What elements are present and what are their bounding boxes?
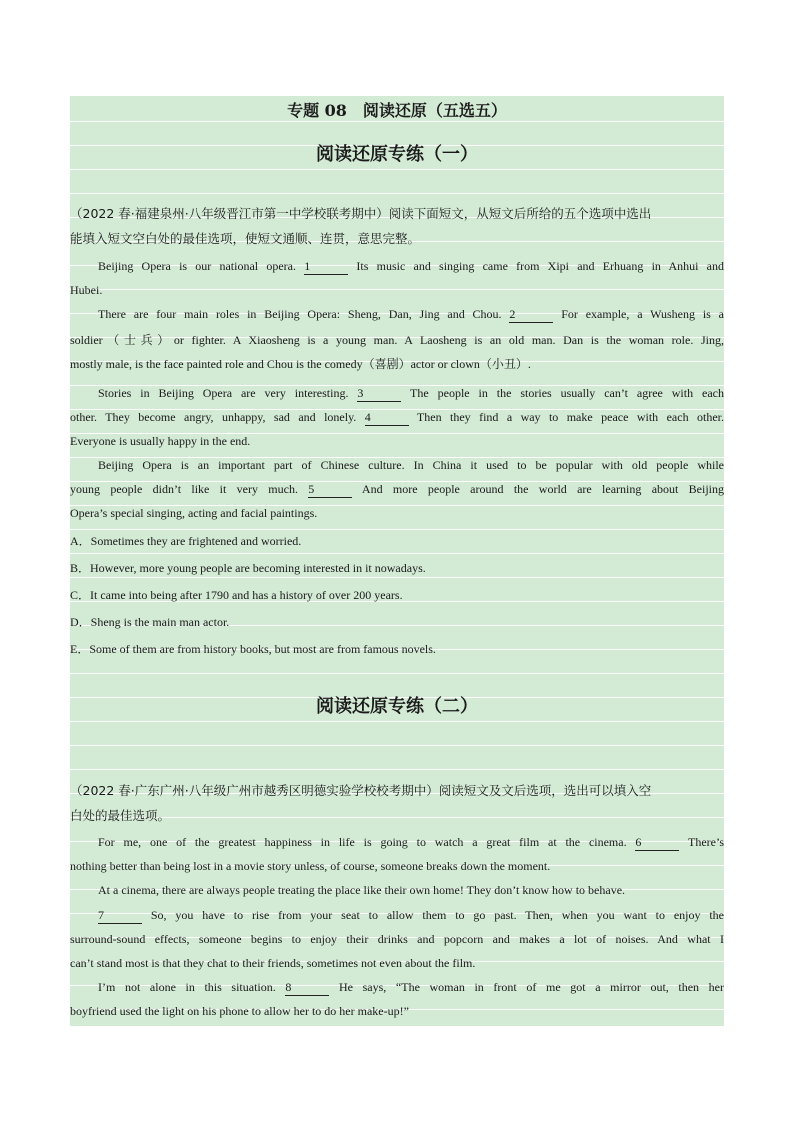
- blank-3[interactable]: 3: [357, 386, 401, 402]
- s1-para1-line1: Beijing Opera is our national opera. 1 Its music and singing came from Xipi and Erhuang in Anhui and: [98, 259, 725, 273]
- s2-para3-line3: can’t stand most is that they chat to their friends, sometimes not even about the film.: [70, 956, 476, 970]
- s1-para4-line2: young people didn’t like it very much. 5 And more people around the world are learning about Beijing: [70, 482, 724, 496]
- worksheet-page: [70, 96, 724, 1026]
- blank-8[interactable]: 8: [285, 980, 329, 996]
- s1-para4-line3: Opera’s special singing, acting and facial paintings.: [70, 506, 318, 520]
- option-a: A．Sometimes they are frightened and worried.: [70, 534, 302, 548]
- section1-source-line2: 能填入短文空白处的最佳选项，使短文通顺、连贯，意思完整。: [70, 231, 421, 246]
- s2-para1-line2: nothing better than being lost in a movie story unless, of course, someone breaks down the moment.: [70, 859, 551, 873]
- section2-source-line2: 白处的最佳选项。: [70, 808, 171, 823]
- blank-4[interactable]: 4: [365, 410, 409, 426]
- blank-5[interactable]: 5: [308, 482, 352, 498]
- s1-para3-line3: Everyone is usually happy in the end.: [70, 434, 251, 448]
- section1-title: 阅读还原专练（一）: [316, 144, 478, 165]
- s2-para1-line1: For me, one of the greatest happiness in life is going to watch a great film at the cinema. 6 There’s: [98, 835, 725, 849]
- blank-7[interactable]: 7: [98, 908, 142, 924]
- s1-para1-line2: Hubei.: [70, 283, 103, 297]
- s1-para2-line1: There are four main roles in Beijing Opera: Sheng, Dan, Jing and Chou. 2 For example, a Wusheng is a: [98, 307, 724, 321]
- section1-source-line1: （2022 春·福建泉州·八年级晋江市第一中学校联考期中）阅读下面短文，从短文后所给的五个选项中选出: [70, 206, 652, 221]
- blank-2[interactable]: 2: [509, 307, 553, 323]
- option-d: D．Sheng is the main man actor.: [70, 615, 230, 629]
- s1-para4-line1: Beijing Opera is an important part of Chinese culture. In China it used to be popular with old people while: [98, 458, 724, 472]
- s2-para3-line2: surround-sound effects, someone begins to enjoy their drinks and popcorn and makes a lot of noises. And what I: [70, 932, 724, 946]
- option-c: C．It came into being after 1790 and has a history of over 200 years.: [70, 588, 403, 602]
- s2-para4-line1: I’m not alone in this situation. 8 He says, “The woman in front of me got a mirror out, then her: [98, 980, 725, 994]
- s2-para3-line1: 7 So, you have to rise from your seat to allow them to go past. Then, when you want to enjoy the: [98, 908, 724, 922]
- blank-6[interactable]: 6: [635, 835, 679, 851]
- s1-para3-line1: Stories in Beijing Opera are very interesting. 3 The people in the stories usually can’t agree with each: [98, 386, 724, 400]
- option-b: B．However, more young people are becoming interested in it nowadays.: [70, 561, 426, 575]
- s1-para2-line2: soldier（士兵）or fighter. A Xiaosheng is a young man. A Laosheng is an old man. Dan is the woman role. Jing,: [70, 333, 724, 347]
- section2-source-line1: （2022 春·广东广州·八年级广州市越秀区明德实验学校校考期中）阅读短文及文后选项，选出可以填入空: [70, 783, 652, 798]
- blank-1[interactable]: 1: [304, 259, 348, 275]
- option-e: E．Some of them are from history books, but most are from famous novels.: [70, 642, 436, 656]
- section2-title: 阅读还原专练（二）: [316, 696, 478, 717]
- s1-para3-line2: other. They become angry, unhappy, sad and lonely. 4 Then they find a way to make peace with each other.: [70, 410, 724, 424]
- s1-para2-line3: mostly male, is the face painted role and Chou is the comedy（喜剧）actor or clown（小丑）.: [70, 357, 531, 371]
- s2-para2-line1: At a cinema, there are always people treating the place like their own home! They don’t know how to behave.: [98, 883, 626, 897]
- document-title: 专题 08 阅读还原（五选五）: [287, 101, 507, 120]
- s2-para4-line2: boyfriend used the light on his phone to allow her to do her make-up!”: [70, 1004, 409, 1018]
